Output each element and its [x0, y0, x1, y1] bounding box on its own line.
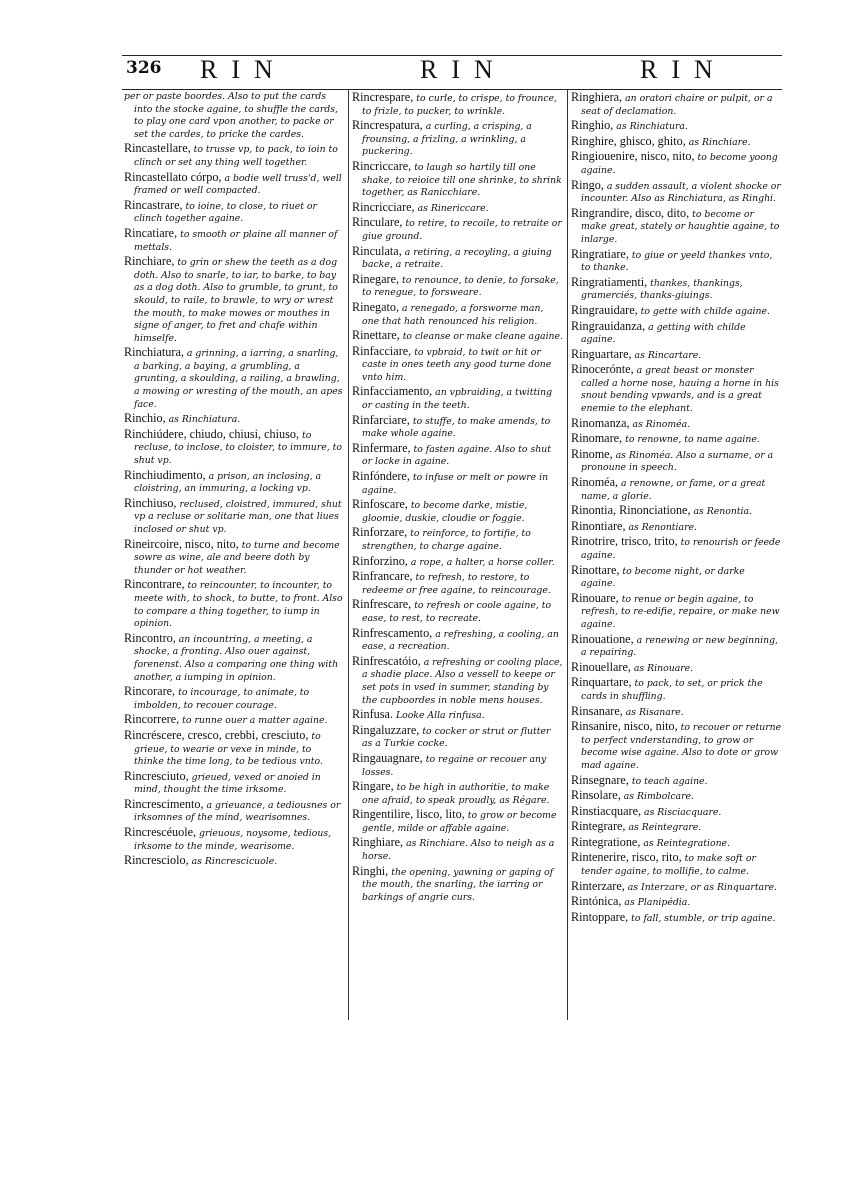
headword: Rinsolare, — [571, 788, 621, 803]
dictionary-entry — [571, 320, 782, 347]
definition: to grin or shew the teeth as a dog doth. Also to snarle, to iar, to barke, to bay as a dog doth. Also to grumble, to grunt, to skould, to raile, to brawle, to wry or wrest the mouth, to make mowes or mouthes in signe of anger, to fret and chafe within himselfe. — [134, 257, 338, 344]
dictionary-entry — [571, 520, 782, 535]
definition: to trusse vp, to pack, to ioin to clinch or set any thing well together. — [134, 144, 338, 168]
headword: Rincontro, — [124, 630, 176, 645]
column-rule-1 — [348, 89, 349, 1020]
dictionary-entry — [352, 865, 563, 905]
headword: Rinegato, — [352, 299, 400, 314]
dictionary-entry — [571, 417, 782, 432]
headword: Rincresciolo, — [124, 853, 189, 868]
dictionary-entry — [571, 207, 782, 247]
definition: to fasten againe. Also to shut or locke in againe. — [362, 443, 551, 468]
dictionary-entry — [352, 470, 563, 497]
dictionary-entry — [352, 345, 563, 385]
dictionary-entry — [124, 826, 344, 853]
headword: Ringaluzzare, — [352, 722, 420, 737]
page-number: 326 — [126, 58, 162, 78]
dictionary-page — [122, 55, 782, 1020]
column-1 — [124, 91, 344, 1016]
headword: Rintónica, — [571, 894, 622, 909]
headword: Rinquartare, — [571, 675, 632, 690]
definition: to make soft or tender againe, to mollifie, to calme. — [581, 853, 756, 878]
dictionary-entry — [571, 150, 782, 177]
dictionary-entry — [124, 798, 344, 825]
definition: to become night, or darke againe. — [581, 565, 745, 590]
dictionary-entry — [571, 248, 782, 275]
headword: Rincrespatura, — [352, 118, 423, 133]
definition: the opening, yawning or gaping of the mouth, the snarling, the iarring or barkings of angrie curs. — [362, 866, 554, 903]
definition: Looke Alla rinfusa. — [395, 710, 485, 722]
definition: a refreshing or cooling place, a shadie place. Also a vessell to keepe or set pots in vsed in summer, standing by the cupboordes in noble mens houses. — [362, 656, 563, 706]
headword: Rinomanza, — [571, 415, 630, 430]
headword: Rinontia, Rinonciatione, — [571, 503, 691, 518]
dictionary-entry — [352, 655, 563, 707]
headword: Rinoméa, — [571, 475, 619, 490]
headword: Rinfrancare, — [352, 569, 413, 584]
dictionary-entry — [571, 363, 782, 415]
dictionary-entry — [352, 273, 563, 300]
dictionary-entry — [124, 412, 344, 427]
headword: Rinchiuso, — [124, 495, 177, 510]
dictionary-entry — [124, 713, 344, 728]
dictionary-entry — [352, 201, 563, 216]
headword: Ringuartare, — [571, 346, 632, 361]
definition: as Rinchiare. — [688, 136, 751, 148]
headword: Rinchiatura, — [124, 345, 184, 360]
dictionary-entry — [352, 385, 563, 412]
headword: Ringhiera, — [571, 91, 623, 104]
definition: grieued, vexed or anoied in mind, thought the time irksome. — [134, 771, 321, 796]
definition: as Rincartare. — [634, 349, 702, 361]
headword: Rinforzare, — [352, 525, 408, 540]
definition: to cocker or strut or flutter as a Turkie cocke. — [362, 725, 551, 750]
headword: Rinsanare, — [571, 703, 623, 718]
headword: Rincriccare, — [352, 158, 412, 173]
headword: Rinocerónte, — [571, 362, 634, 377]
definition: to stuffe, to make amends, to make whole againe. — [362, 415, 551, 440]
headword: Ringentilire, lisco, lito, — [352, 807, 465, 822]
definition: grieuous, noysome, tedious, irksome to the minde, wearisome. — [134, 828, 332, 852]
definition: to regaine or recouer any losses. — [362, 753, 547, 778]
definition: a refreshing, a cooling, an ease, a recreation. — [362, 628, 559, 653]
headword: Rinfrescatóio, — [352, 653, 421, 668]
column-3 — [571, 91, 782, 1016]
definition: a grinning, a iarring, a snarling, a barking, a baying, a grumbling, a grunting, a skoulding, a railing, a brawling, a mowing or wresting of the mouth, an apes face. — [134, 348, 343, 410]
headword: Rinsanire, nisco, nito, — [571, 719, 678, 734]
definition: to renowne, to name againe. — [625, 434, 760, 446]
dictionary-entry — [124, 729, 344, 769]
dictionary-entry — [124, 142, 344, 169]
headword: Ringhire, ghisco, ghito, — [571, 133, 686, 148]
headword: Rincrescimento, — [124, 796, 204, 811]
headword: Rincrescéuole, — [124, 825, 197, 840]
definition: a renegado, a forsworne man, one that hath renounced his religion. — [362, 302, 544, 327]
dictionary-entry — [352, 329, 563, 344]
definition: to infuse or melt or powre in againe. — [362, 472, 549, 496]
dictionary-entry — [571, 789, 782, 804]
headword: Rinchiare, — [124, 254, 175, 269]
dictionary-entry — [124, 685, 344, 712]
headword: Rinforzino, — [352, 553, 408, 568]
dictionary-entry — [571, 895, 782, 910]
definition: an vpbraiding, a twitting or casting in the teeth. — [362, 387, 553, 412]
dictionary-entry — [571, 633, 782, 660]
definition: as Rinoméa. Also a surname, or a pronoune in speech. — [581, 449, 774, 474]
definition: a sudden assault, a violent shocke or incounter. Also as Rinchiatura, as Ringhi. — [581, 180, 781, 205]
headword: Rinsegnare, — [571, 772, 629, 787]
headword: Rintoppare, — [571, 909, 629, 924]
headword: Rinomare, — [571, 431, 623, 446]
headword: Rincastrare, — [124, 197, 183, 212]
page-header — [122, 55, 782, 90]
dictionary-entry — [124, 497, 344, 537]
dictionary-entry — [124, 538, 344, 578]
definition: a retiring, a recoyling, a giuing backe, a retraite. — [362, 246, 552, 271]
headword: Rinfacciamento, — [352, 384, 433, 399]
headword: Ringhi, — [352, 863, 389, 878]
dictionary-entry — [571, 119, 782, 134]
headword: Rineircoire, nisco, nito, — [124, 536, 239, 551]
definition: to become or make great, stately or haughtie againe, to inlarge. — [581, 208, 780, 245]
definition: to grow or become gentle, milde or affable againe. — [362, 810, 557, 834]
dictionary-entry — [571, 661, 782, 676]
definition: to refresh, to restore, to redeeme or free againe, to reincourage. — [362, 572, 551, 596]
definition: to grieue, to wearie or vexe in minde, to thinke the time long, to be tedious vnto. — [134, 730, 323, 768]
headword: Ringratiamenti, — [571, 274, 648, 289]
headword: Rinterzare, — [571, 878, 625, 893]
dictionary-entry — [571, 820, 782, 835]
dictionary-entry — [571, 448, 782, 475]
headword: Rintegratione, — [571, 834, 641, 849]
dictionary-entry — [571, 304, 782, 319]
definition: to cleanse or make cleane againe. — [402, 331, 563, 343]
headword: Ringhio, — [571, 118, 614, 133]
dictionary-entry — [571, 348, 782, 363]
headword: Rinontiare, — [571, 518, 626, 533]
dictionary-entry — [571, 911, 782, 926]
dictionary-entry — [124, 469, 344, 496]
headword: Rincresciuto, — [124, 768, 189, 783]
dictionary-entry — [352, 498, 563, 525]
definition: a prison, an inclosing, a cloistring, an immuring, a locking vp. — [134, 470, 322, 495]
dictionary-entry — [571, 276, 782, 303]
dictionary-entry — [571, 676, 782, 703]
headword: Ringratiare, — [571, 246, 629, 261]
dictionary-entry — [352, 245, 563, 272]
dictionary-entry — [352, 91, 563, 118]
headword: Ringrauidare, — [571, 302, 638, 317]
definition: a renowne, or fame, or a great name, a glorie. — [581, 478, 766, 502]
headword: Ringhiare, — [352, 835, 404, 850]
definition: to teach againe. — [631, 775, 708, 787]
dictionary-entry — [571, 851, 782, 878]
definition: to become yoong againe. — [581, 152, 778, 176]
dictionary-entry — [352, 808, 563, 835]
definition: as Rinchiare. Also to neigh as a horse. — [362, 838, 555, 863]
headword: Rinchiudimento, — [124, 467, 206, 482]
dictionary-entry — [352, 526, 563, 553]
definition: to laugh so hartily till one shake, to reioice till one shrinke, to shrink together, as Ranicchiare. — [362, 161, 562, 199]
definition: thankes, thankings, gramerciés, thanks-giuings. — [581, 277, 743, 302]
column-1-title: RIN — [200, 55, 287, 84]
definition: to become darke, mistie, gloomie, duskie, cloudie or foggie. — [362, 500, 528, 524]
dictionary-entry — [571, 135, 782, 150]
dictionary-entry — [352, 598, 563, 625]
headword: Rinottare, — [571, 562, 620, 577]
definition: an oratori chaire or pulpit, or a seat of declamation. — [581, 93, 773, 117]
dictionary-entry — [571, 535, 782, 562]
dictionary-entry — [352, 724, 563, 751]
definition: reclused, cloistred, immured, shut vp a recluse or solitarie man, one that liues inclosed or shut vp. — [134, 498, 342, 535]
definition: as Risciacquare. — [644, 806, 722, 818]
headword: Rinotrire, trisco, trito, — [571, 534, 678, 549]
headword: Rinfermare, — [352, 440, 411, 455]
definition: as Rinchiatura. — [616, 121, 688, 133]
definition: an incountring, a meeting, a shocke, a fronting. Also ouer against, forenenst. Also a comparing one thing with another, a iumping in opinion. — [134, 633, 339, 683]
definition: as Reintegrare. — [628, 822, 702, 834]
definition: a bodie well truss'd, well framed or well compacted. — [134, 172, 342, 197]
headword: Rinchiúdere, chiudo, chiusi, chiuso, — [124, 426, 299, 441]
headword: Rincontrare, — [124, 577, 185, 592]
definition: a rope, a halter, a horse coller. — [410, 556, 555, 568]
definition: as Rinericcare. — [417, 202, 489, 214]
dictionary-entry — [571, 564, 782, 591]
column-3-title: RIN — [640, 55, 727, 84]
dictionary-entry — [352, 555, 563, 570]
definition: as Rinchiatura. — [168, 414, 241, 426]
definition: to refresh or coole againe, to ease, to rest, to recreate. — [362, 600, 552, 624]
definition: to vpbraid, to twit or hit or caste in ones teeth any good turne done vnto him. — [362, 346, 552, 383]
definition: as Rimbolcare. — [623, 791, 694, 803]
headword: Rinfoscare, — [352, 497, 408, 512]
definition: to recluse, to inclose, to cloister, to immure, to shut vp. — [134, 429, 342, 467]
dictionary-entry — [571, 880, 782, 895]
headword: Rinstiacquare, — [571, 803, 642, 818]
headword: Rinfrescare, — [352, 597, 412, 612]
dictionary-entry — [124, 171, 344, 198]
headword: Rincricciare, — [352, 199, 415, 214]
dictionary-entry — [571, 805, 782, 820]
definition: to turne and become sowre as wine, ale and beere doth by thunder or hot weather. — [134, 539, 340, 576]
definition: to renourish or feede againe. — [581, 537, 781, 561]
dictionary-entry — [124, 199, 344, 226]
definition: to renue or begin againe, to refresh, to re-edifie, repaire, or make new againe. — [581, 593, 780, 630]
dictionary-entry — [571, 91, 782, 118]
definition: as Rincrescicuole. — [191, 856, 278, 868]
definition: a getting with childe againe. — [581, 321, 746, 346]
headword: Rinouellare, — [571, 659, 631, 674]
dictionary-entry — [571, 592, 782, 632]
headword: Rinome, — [571, 446, 613, 461]
definition: to ioine, to close, to riuet or clinch together againe. — [134, 200, 317, 225]
dictionary-entry — [124, 854, 344, 869]
definition: a great beast or monster called a horne nose, hauing a horne in his snout bending vpwards, and is a great enemie to the elephant. — [581, 365, 779, 415]
definition: as Reintegratione. — [643, 837, 731, 849]
dictionary-entry — [352, 160, 563, 200]
definition: to incourage, to animate, to imbolden, to recouer courage. — [134, 687, 310, 711]
headword: Rinchio, — [124, 411, 166, 426]
dictionary-entry — [352, 442, 563, 469]
column-2 — [352, 91, 563, 1016]
definition: to fall, stumble, or trip againe. — [631, 912, 776, 924]
headword: Rinfusa. — [352, 707, 393, 722]
dictionary-entry — [571, 836, 782, 851]
dictionary-entry — [124, 255, 344, 345]
headword: Rinfacciare, — [352, 343, 412, 358]
headword: Rinfóndere, — [352, 469, 410, 484]
headword: Ringauagnare, — [352, 750, 423, 765]
dictionary-entry — [571, 774, 782, 789]
definition: as Rinouare. — [633, 662, 694, 674]
headword: Rinculata, — [352, 243, 402, 258]
headword: Ringrauidanza, — [571, 318, 646, 333]
definition: to be high in authoritie, to make one afraid, to speak proudly, as Régare. — [362, 782, 550, 806]
dictionary-entry — [124, 227, 344, 254]
dictionary-entry — [124, 428, 344, 468]
definition: to gette with childe againe. — [640, 305, 770, 317]
headword: Rinouatione, — [571, 631, 634, 646]
dictionary-entry — [352, 301, 563, 328]
dictionary-entry — [352, 836, 563, 863]
definition: as Risanare. — [625, 706, 684, 718]
headword: Ringrandire, disco, dito, — [571, 205, 690, 220]
column-2-title: RIN — [420, 55, 507, 84]
headword: Rintegrare, — [571, 819, 626, 834]
headword: Rincorare, — [124, 684, 176, 699]
definition: a curling, a crisping, a frounsing, a frizling, a wrinkling, a puckering. — [362, 121, 532, 158]
dictionary-entry — [571, 179, 782, 206]
definition: to reinforce, to fortifie, to strengthen, to charge againe. — [362, 528, 531, 552]
headword: Rincrespare, — [352, 91, 414, 104]
definition: to smooth or plaine all manner of mettals. — [134, 228, 338, 253]
dictionary-entry — [124, 770, 344, 797]
dictionary-entry — [571, 720, 782, 772]
headword: Rinculare, — [352, 215, 403, 230]
dictionary-entry — [352, 119, 563, 159]
definition: to retire, to recoile, to retraite or giue ground. — [362, 218, 562, 242]
dictionary-entry — [352, 570, 563, 597]
headword: Rincastellato córpo, — [124, 169, 222, 184]
headword: Rinegare, — [352, 271, 400, 286]
column-rule-2 — [567, 89, 568, 1020]
dictionary-entry — [352, 414, 563, 441]
definition: a renewing or new beginning, a repairing. — [581, 634, 778, 659]
headword: Ringo, — [571, 177, 604, 192]
definition: to runne ouer a matter againe. — [182, 715, 328, 727]
definition: as Renontiare. — [628, 521, 697, 533]
headword: Rincorrere, — [124, 712, 180, 727]
headword: Rintenerire, risco, rito, — [571, 850, 682, 865]
dictionary-entry — [352, 780, 563, 807]
dictionary-entry — [352, 752, 563, 779]
dictionary-entry — [124, 91, 344, 141]
definition: to pack, to set, or prick the cards in shuffling. — [581, 678, 763, 702]
dictionary-entry — [352, 216, 563, 243]
headword: Rinettare, — [352, 328, 400, 343]
definition: to giue or yeeld thankes vnto, to thanke. — [581, 249, 773, 274]
headword: Rinfrescamento, — [352, 625, 433, 640]
headword: Rincréscere, cresco, crebbi, cresciuto, — [124, 727, 309, 742]
dictionary-entry — [571, 476, 782, 503]
dictionary-entry — [352, 708, 563, 723]
definition: to renounce, to denie, to forsake, to renegue, to forsweare. — [362, 274, 559, 299]
definition: to recouer or returne to perfect vnderstanding, to grow or become wise againe. Also to dote or grow mad againe. — [581, 722, 782, 771]
dictionary-entry — [124, 632, 344, 684]
definition: per or paste boordes. Also to put the cards into the stocke againe, to shuffle the cards, to play one card vpon another, to packe or set the cardes, to pricke the cardes. — [124, 91, 338, 140]
headword: Rinouare, — [571, 590, 619, 605]
dictionary-entry — [571, 432, 782, 447]
headword: Rincastellare, — [124, 141, 191, 156]
dictionary-entry — [571, 705, 782, 720]
definition: as Renontia. — [693, 506, 753, 518]
headword: Ringare, — [352, 779, 394, 794]
headword: Rincatiare, — [124, 225, 178, 240]
definition: to curle, to crispe, to frounce, to frizle, to pucker, to wrinkle. — [362, 93, 557, 117]
dictionary-entry — [571, 504, 782, 519]
definition: as Rinoméa. — [632, 418, 691, 430]
dictionary-entry — [352, 627, 563, 654]
definition: a grieuance, a tediousnes or irksomnes of the mind, wearisomnes. — [134, 799, 341, 824]
definition: to reincounter, to incounter, to meete with, to shock, to butte, to front. Also to compare a thing together, to iump in opinion. — [134, 580, 343, 630]
dictionary-entry — [124, 346, 344, 411]
dictionary-entry — [124, 578, 344, 630]
headword: Ringiouenire, nisco, nito, — [571, 149, 695, 164]
definition: as Planipédia. — [624, 897, 691, 909]
definition: as Interzare, or as Rinquartare. — [627, 881, 778, 893]
headword: Rinfarciare, — [352, 412, 410, 427]
